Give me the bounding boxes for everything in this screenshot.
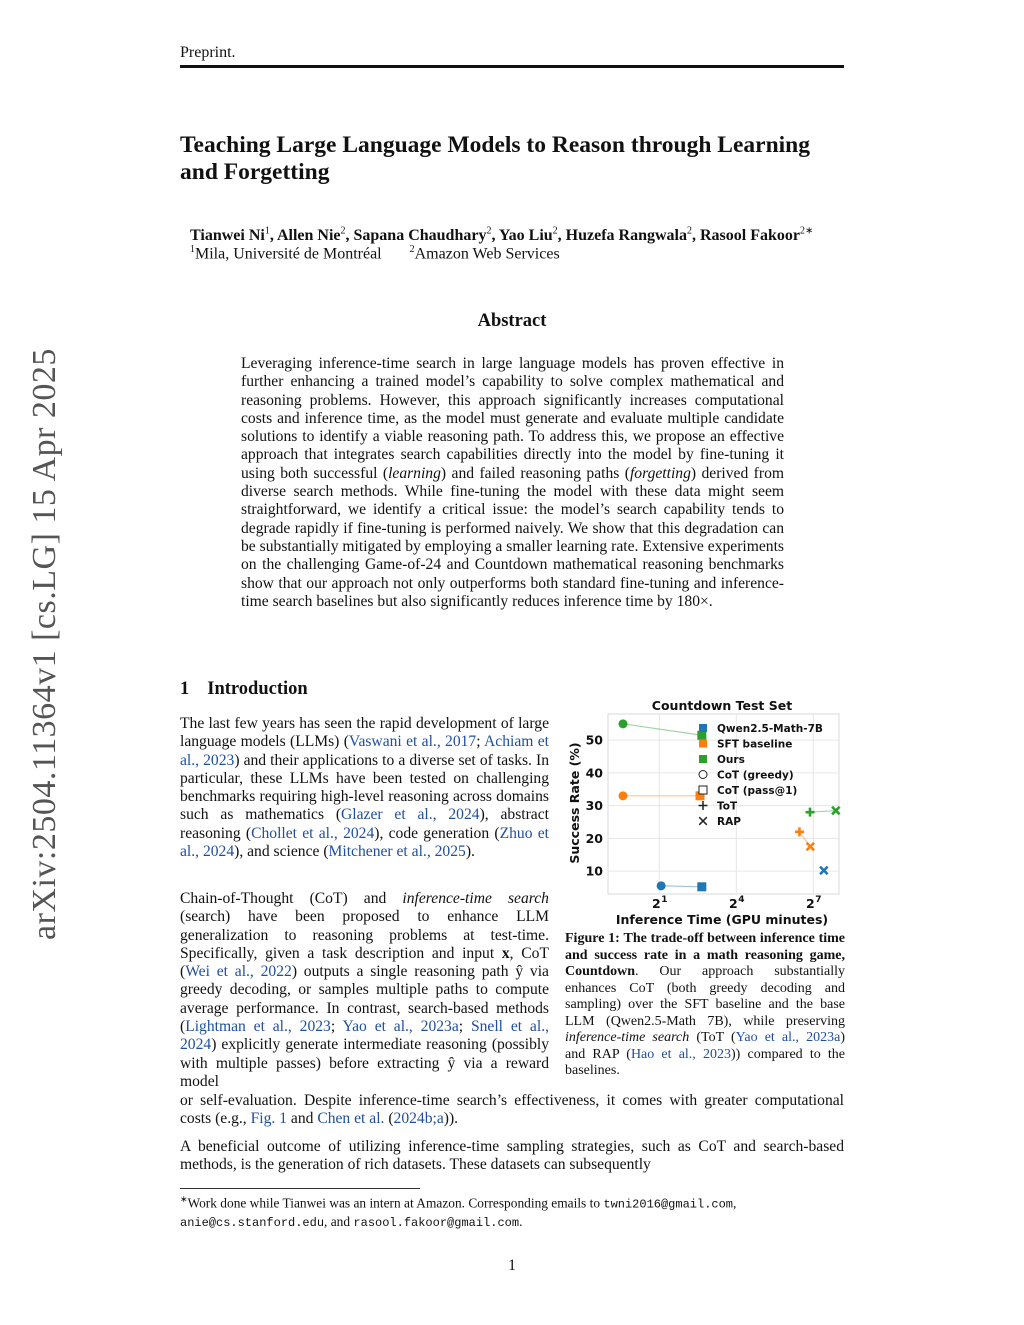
title-line-1: Teaching Large Language Models to Reason through Learning (180, 132, 810, 158)
citation-link[interactable]: Wei et al., 2022 (185, 963, 292, 981)
author-name: Tianwei Ni (190, 227, 265, 245)
intro-paragraph-1: The last few years has seen the rapid development of large language models (LLMs) (Vaswani et al., 2017; Achiam et al., 2023) and their applications to a diverse set of tasks. In particular, these LLMs have been tested on challenging benchmarks requiring high-level reasoning across domains such as mathematics (Glazer et al., 2024), abstract reasoning (Chollet et al., 2024), code generation (Zhuo et al., 2024), and science (Mitchener et al., 2025). (180, 715, 550, 861)
y-axis-label: Success Rate (%) (567, 742, 582, 864)
intro-paragraph-2: Chain-of-Thought (CoT) and inference-time search (search) have been proposed to enhance LLM generalization to reasoning problems at test-time. Specifically, given a task description and input x, CoT (Wei et al., 2022) outputs a single reasoning path ŷ via greedy decoding, or samples multiple paths to compute average performance. In contrast, search-based methods (Lightman et al., 2023; Yao et al., 2023a; Snell et al., 2024) explicitly generate intermediate reasoning (possibly with multiple passes) before extracting ŷ via a reward model (180, 890, 549, 1090)
x-tick-label: 2 (651, 896, 661, 911)
x-axis-label: Inference Time (GPU minutes) (615, 912, 829, 927)
author-affiliation-mark: 2∗ (799, 226, 814, 237)
author-name: Yao Liu (498, 227, 553, 245)
legend-swatch (699, 740, 707, 748)
y-tick-label: 30 (585, 798, 603, 814)
citation-link[interactable]: Chen et al. (317, 1110, 385, 1128)
y-tick-label: 20 (585, 830, 603, 846)
emphasis: inference-time search (402, 890, 549, 907)
citation-link[interactable]: Mitchener et al., 2025 (328, 843, 466, 861)
running-title: Preprint. (180, 44, 236, 61)
arxiv-stamp: arXiv:2504.11364v1 [cs.LG] 15 Apr 2025 (26, 348, 63, 940)
legend-swatch (699, 755, 707, 763)
author-name: Huzefa Rangwala (565, 227, 687, 245)
page-number: 1 (508, 1257, 516, 1274)
title-line-2: and Forgetting (180, 159, 330, 185)
y-tick-label: 50 (585, 732, 603, 748)
data-point (698, 731, 706, 739)
paper-title (180, 132, 860, 186)
figure-ref-link[interactable]: Fig. 1 (250, 1110, 287, 1128)
affiliation-name: Mila, Université de Montréal (195, 245, 382, 263)
chart-title: Countdown Test Set (651, 698, 793, 713)
author-affiliation-mark: 2 (486, 226, 492, 237)
citation-link[interactable]: Snell et al., 2024 (180, 1018, 549, 1054)
legend-label: CoT (pass@1) (717, 785, 798, 797)
x-tick-exponent: 4 (738, 895, 745, 905)
affiliation-name: Amazon Web Services (414, 245, 560, 263)
running-header (180, 44, 844, 62)
data-point (619, 720, 627, 728)
section-title: Introduction (207, 679, 308, 699)
figure-1 (563, 696, 848, 941)
emphasis: learning (388, 464, 441, 482)
legend-label: RAP (717, 816, 741, 828)
intro-paragraph-2-continued: or self-evaluation. Despite inference-time search’s effectiveness, it comes with greater computational costs (e.g., Fig. 1 and Chen et al. (2024b;a)). (180, 1092, 844, 1128)
legend-label: SFT baseline (717, 738, 793, 751)
emphasis: inference-time search (565, 1030, 690, 1045)
legend-label: Ours (717, 754, 745, 766)
section-number: 1 (180, 679, 190, 699)
author-affiliation-mark: 1 (264, 226, 270, 237)
legend-marker (699, 786, 707, 794)
affiliations (190, 244, 560, 263)
legend-marker (699, 771, 707, 779)
citation-link[interactable]: Chollet et al., 2024 (251, 824, 375, 842)
email-link[interactable]: rasool.fakoor@gmail.com (353, 1216, 520, 1231)
caption-bold-text: The trade-off between inference time and success rate in a math reasoning game, Countdown (565, 931, 845, 979)
citation-link[interactable]: Zhuo et al., 2024 (180, 824, 550, 861)
y-tick-label: 10 (585, 863, 603, 879)
y-tick-label: 40 (585, 765, 603, 781)
author-affiliation-mark: 2 (340, 226, 346, 237)
citation-link[interactable]: Yao et al., 2023a (342, 1018, 459, 1036)
legend-label: ToT (717, 800, 738, 813)
citation-link[interactable]: Hao et al., 2023 (630, 1046, 731, 1062)
legend-swatch (699, 724, 707, 732)
data-point (657, 882, 665, 890)
countdown-chart (563, 696, 848, 931)
citation-link[interactable]: Glazer et al., 2024 (341, 806, 480, 824)
author-name: Rasool Fakoor (699, 227, 800, 245)
author-name: Allen Nie (276, 227, 341, 245)
citation-link[interactable]: 2024b;a (393, 1110, 444, 1128)
header-rule (180, 65, 844, 68)
x-tick-exponent: 7 (815, 895, 822, 905)
citation-link[interactable]: Lightman et al., 2023 (185, 1018, 331, 1036)
legend-label: Qwen2.5-Math-7B (717, 723, 823, 735)
footnote-rule (180, 1188, 420, 1189)
email-link[interactable]: anie@cs.stanford.edu (180, 1216, 325, 1231)
abstract-body: Leveraging inference-time search in large language models has proven effective in further enhancing a trained model’s capability to solve complex mathematical and reasoning problems. However, this approach significantly increases computational costs and inference time, as the model must generate and evaluate multiple candidate solutions to identify a viable reasoning path. To address this, we propose an effective approach that integrates search capabilities directly into the model by fine-tuning it using both successful (learning) and failed reasoning paths (forgetting) derived from diverse search methods. While fine-tuning the model with these data might seem straightforward, we identify a critical issue: the model’s search capability tends to degrade rapidly if fine-tuning is performed naively. We show that this degradation can be substantially mitigated by employing a smaller learning rate. Extensive experiments on the challenging Game-of-24 and Countdown mathematical reasoning benchmarks show that our approach not only outperforms both standard fine-tuning and inference-time search baselines but also significantly reduces inference time by 180×. (241, 355, 784, 610)
author-name: Sapana Chaudhary (353, 227, 487, 245)
figure-caption: Figure 1: The trade-off between inference time and success rate in a math reasoning game, Countdown. Our approach substantially enhances CoT (both greedy decoding and sampling) over the SFT baseline and the base LLM (Qwen2.5-Math 7B), while preserving inference-time search (ToT (Yao et al., 2023a) and RAP (Hao et al., 2023)) compared to the baselines. (565, 931, 846, 1078)
footnote: ∗Work done while Tianwei was an intern at Amazon. Corresponding emails to twni2016@gmail.com, anie@cs.stanford.edu, and rasool.fakoor@gmail.com. (180, 1194, 737, 1231)
citation-link[interactable]: Achiam et al., 2023 (180, 733, 549, 769)
citation-link[interactable]: Vaswani et al., 2017 (348, 733, 477, 751)
x-tick-exponent: 1 (661, 895, 668, 905)
author-affiliation-mark: 2 (552, 226, 558, 237)
footnote-marker: ∗ (180, 1194, 188, 1204)
x-tick-label: 2 (805, 896, 815, 911)
data-point (698, 883, 706, 891)
section-heading (180, 679, 308, 700)
affiliation-number: 2 (409, 244, 415, 255)
emphasis: forgetting (629, 464, 691, 482)
author-list: Tianwei Ni$^1$, Allen Nie$^2$, Sapana Chaudhary$^2$, Yao Liu$^2$, Huzefa Rangwala$^2$, Rasool Fakoor$^{2∗}$ (190, 226, 814, 245)
intro-paragraph-3: A beneficial outcome of utilizing inference-time sampling strategies, such as CoT and search-based methods, is the generation of rich datasets. These datasets can subsequently (180, 1138, 844, 1174)
data-point (619, 792, 627, 800)
email-link[interactable]: twni2016@gmail.com (603, 1197, 733, 1212)
caption-label: Figure 1: (565, 931, 620, 946)
affiliation-number: 1 (190, 244, 195, 255)
author-affiliation-mark: 2 (686, 226, 692, 237)
math-symbol: x (501, 944, 510, 962)
abstract-heading: Abstract (477, 311, 547, 331)
x-tick-label: 2 (728, 896, 738, 911)
legend-label: CoT (greedy) (717, 769, 794, 782)
citation-link[interactable]: Yao et al., 2023a (735, 1030, 841, 1045)
